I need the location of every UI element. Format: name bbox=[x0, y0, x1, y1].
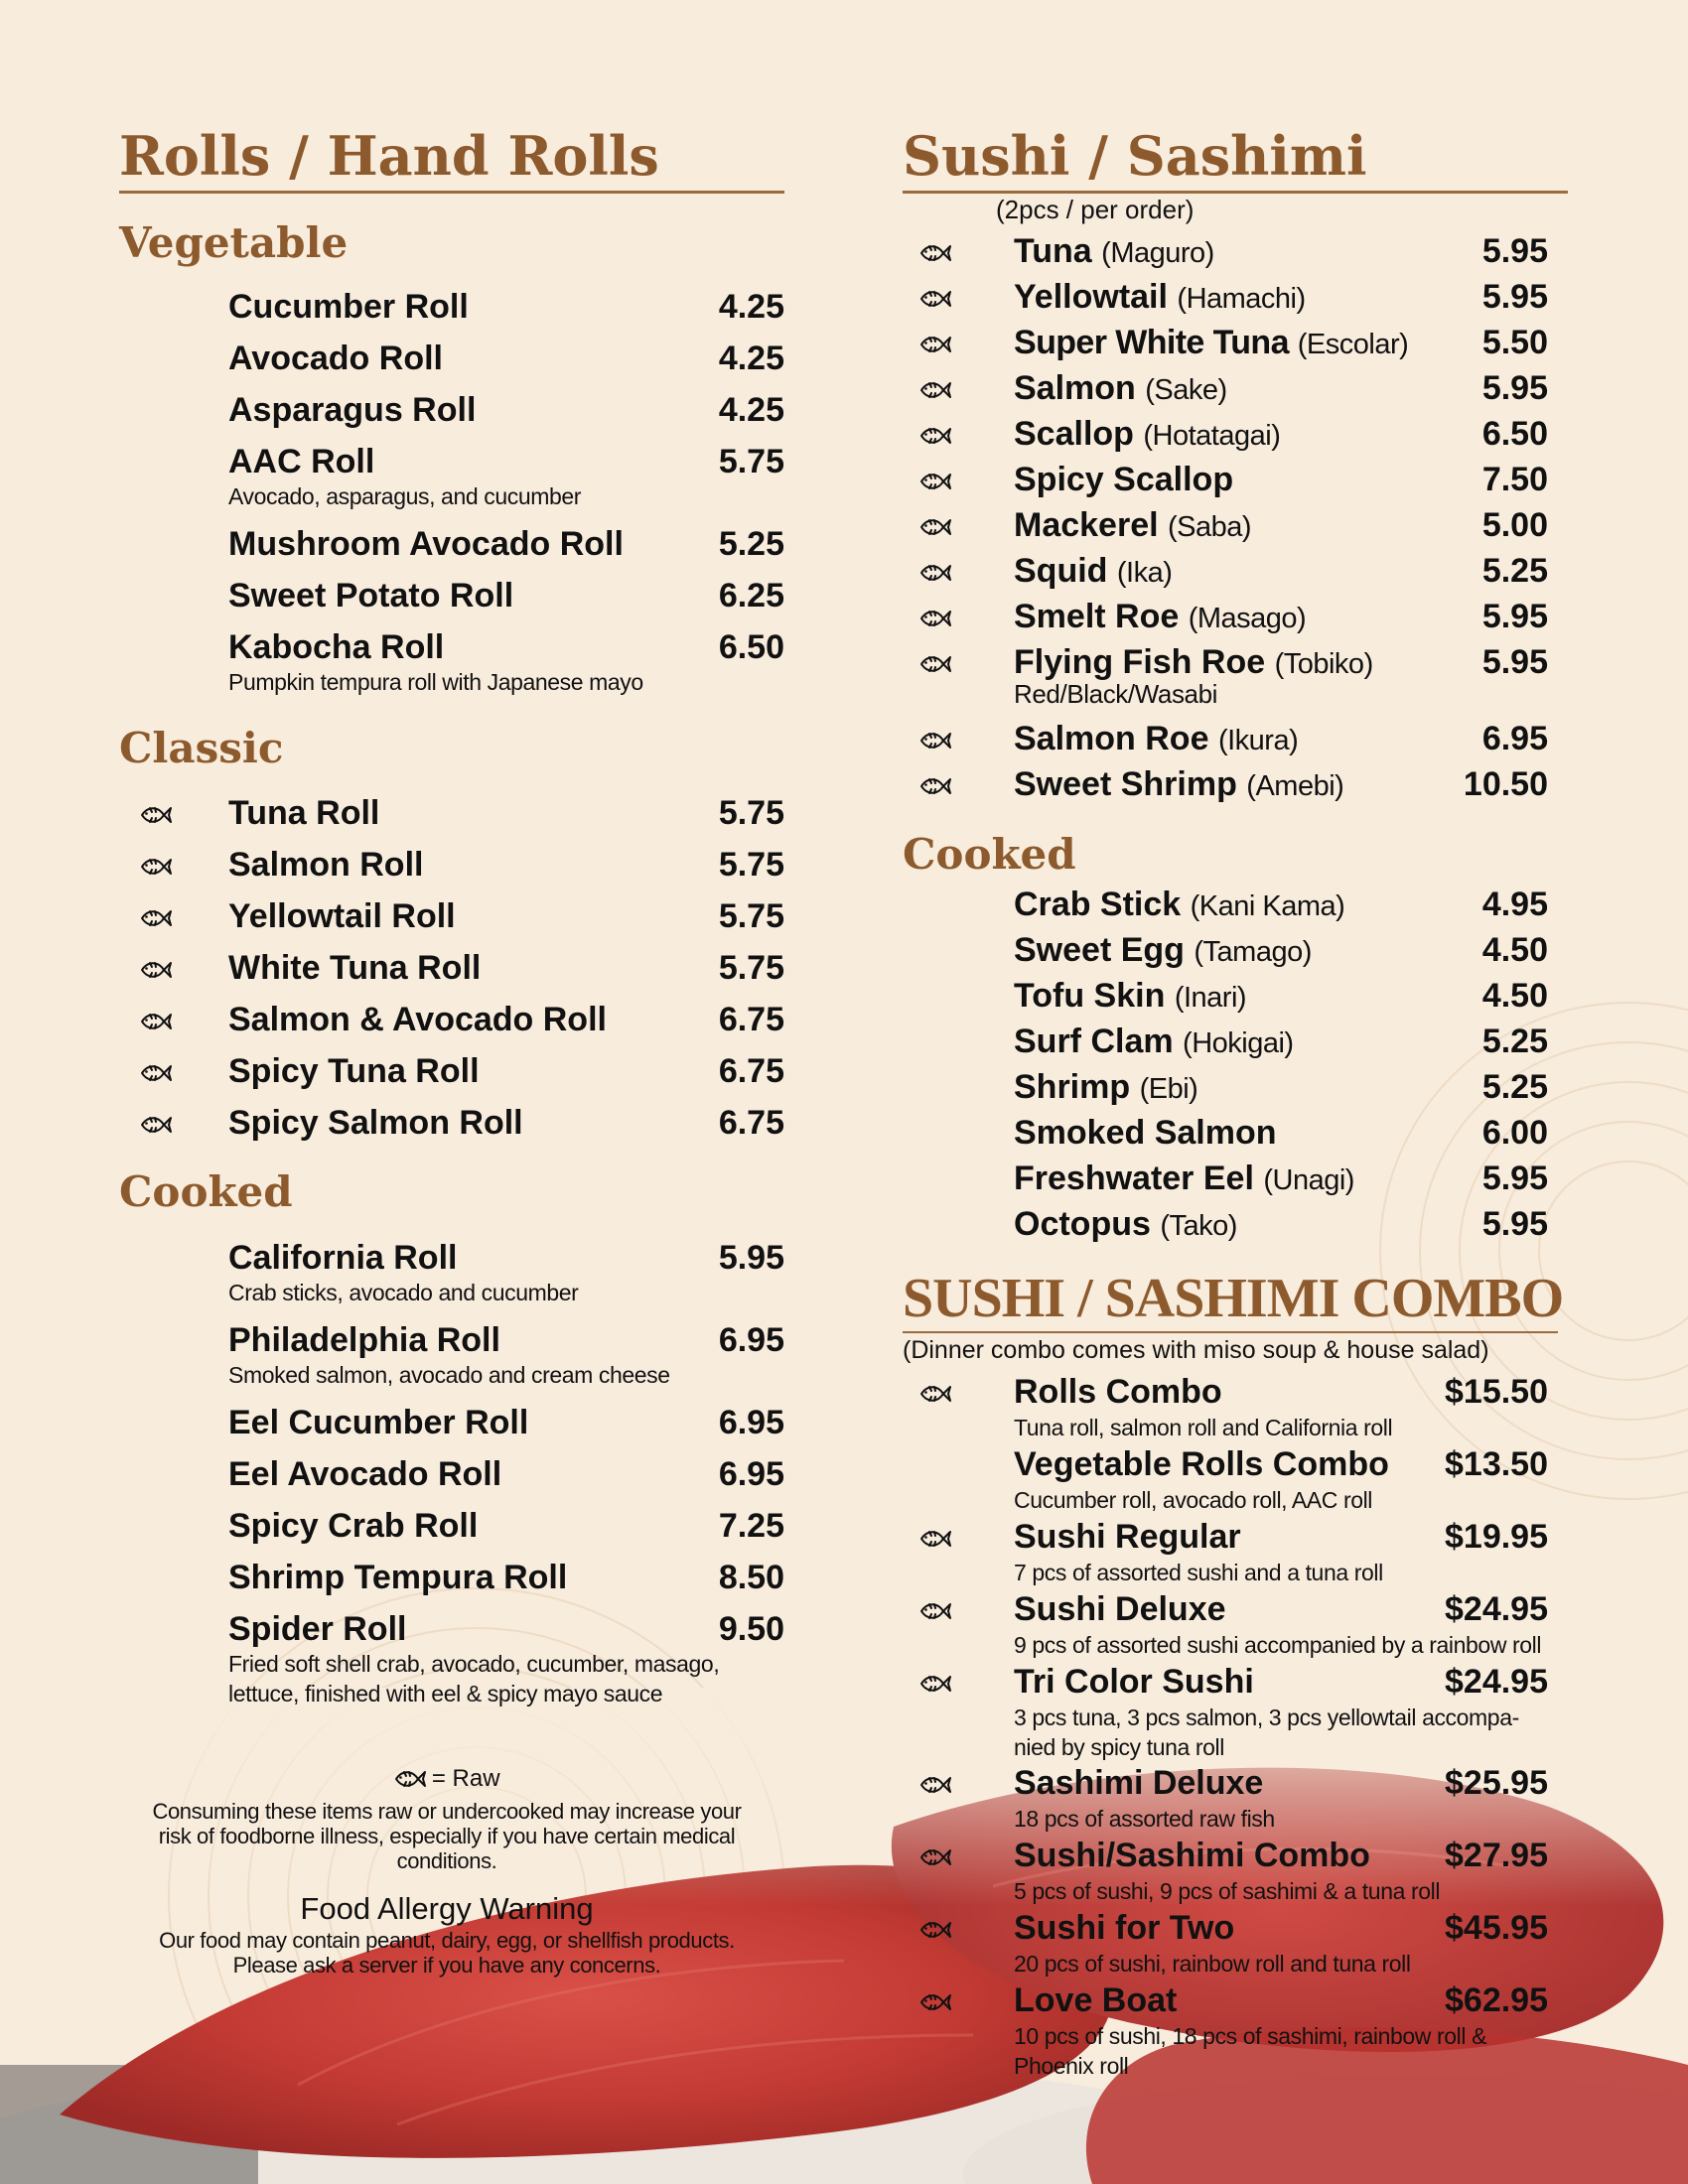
sushi-title-rule bbox=[903, 191, 1568, 194]
combo-title-rule bbox=[903, 1331, 1558, 1333]
item-price: 6.25 bbox=[718, 577, 784, 614]
classic-heading: Classic bbox=[119, 724, 284, 772]
item-description: Tuna roll, salmon roll and California roll bbox=[1014, 1415, 1393, 1440]
item-description: 9 pcs of assorted sushi accompanied by a rainbow roll bbox=[1014, 1632, 1542, 1658]
item-name: Mackerel (Saba) bbox=[1014, 506, 1252, 544]
fish-icon bbox=[918, 728, 952, 753]
rolls-title-rule bbox=[119, 191, 784, 194]
fish-icon bbox=[918, 1989, 952, 2015]
item-description: 20 pcs of sushi, rainbow roll and tuna roll bbox=[1014, 1951, 1411, 1977]
item-price: 5.75 bbox=[718, 949, 784, 987]
fish-icon bbox=[918, 1381, 952, 1407]
item-description: Crab sticks, avocado and cucumber bbox=[228, 1280, 579, 1305]
item-name: Sweet Egg (Tamago) bbox=[1014, 931, 1312, 969]
item-price: 6.50 bbox=[1481, 415, 1548, 453]
fish-icon bbox=[918, 469, 952, 494]
item-price: 5.25 bbox=[1481, 552, 1548, 590]
item-description: Pumpkin tempura roll with Japanese mayo bbox=[228, 669, 643, 695]
item-description: Red/Black/Wasabi bbox=[1014, 679, 1218, 709]
fish-icon bbox=[918, 1917, 952, 1943]
item-name: Sushi Regular bbox=[1014, 1518, 1241, 1556]
fish-icon bbox=[139, 854, 173, 880]
item-price: $15.50 bbox=[1445, 1373, 1548, 1411]
item-description: 10 pcs of sushi, 18 pcs of sashimi, rainbow roll & Phoenix roll bbox=[1014, 2023, 1487, 2079]
item-price: 5.25 bbox=[718, 525, 784, 563]
fish-icon bbox=[918, 1844, 952, 1870]
vegetable-heading: Vegetable bbox=[119, 218, 349, 267]
item-price: 5.75 bbox=[718, 846, 784, 884]
item-description: Avocado, asparagus, and cucumber bbox=[228, 483, 582, 509]
fish-icon bbox=[918, 606, 952, 631]
raw-warning: Consuming these items raw or undercooked may increase your risk of foodborne illness, especially if you have certain medical conditions. bbox=[152, 1799, 742, 1873]
item-price: 6.50 bbox=[718, 628, 784, 666]
item-name: Spider Roll bbox=[228, 1610, 407, 1648]
item-name: Spicy Scallop bbox=[1014, 461, 1234, 498]
allergy-text: Our food may contain peanut, dairy, egg, or shellfish products. Please ask a server if you have any concerns. bbox=[159, 1928, 735, 1978]
item-name: Cucumber Roll bbox=[228, 288, 469, 326]
item-price: 5.25 bbox=[1481, 1023, 1548, 1060]
item-name: Mushroom Avocado Roll bbox=[228, 525, 624, 563]
item-name: Tofu Skin (Inari) bbox=[1014, 977, 1247, 1015]
item-name: Yellowtail Roll bbox=[228, 897, 456, 935]
item-price: 4.50 bbox=[1481, 931, 1548, 969]
item-name: Sushi/Sashimi Combo bbox=[1014, 1837, 1370, 1874]
item-name: Scallop (Hotatagai) bbox=[1014, 415, 1281, 453]
fish-icon bbox=[139, 802, 173, 828]
item-name: Salmon & Avocado Roll bbox=[228, 1001, 607, 1038]
fish-icon bbox=[139, 957, 173, 983]
item-price: $45.95 bbox=[1445, 1909, 1548, 1947]
item-price: $27.95 bbox=[1445, 1837, 1548, 1874]
fish-icon bbox=[139, 905, 173, 931]
sushi-title: Sushi / Sashimi bbox=[903, 124, 1367, 188]
fish-icon bbox=[918, 1598, 952, 1624]
item-price: 5.95 bbox=[718, 1239, 784, 1277]
item-price: 5.75 bbox=[718, 794, 784, 832]
item-price: 6.95 bbox=[1481, 720, 1548, 757]
item-name: Spicy Salmon Roll bbox=[228, 1104, 523, 1142]
item-price: 6.75 bbox=[718, 1104, 784, 1142]
combo-note: (Dinner combo comes with miso soup & house salad) bbox=[903, 1336, 1489, 1364]
item-price: 6.75 bbox=[718, 1052, 784, 1090]
item-name: Philadelphia Roll bbox=[228, 1321, 500, 1359]
item-name: AAC Roll bbox=[228, 443, 375, 480]
allergy-title: Food Allergy Warning bbox=[300, 1891, 594, 1926]
item-name: Smelt Roe (Masago) bbox=[1014, 598, 1307, 635]
item-price: 5.75 bbox=[718, 897, 784, 935]
item-name: Asparagus Roll bbox=[228, 391, 477, 429]
cooked-sushi-heading: Cooked bbox=[903, 830, 1076, 879]
item-name: Salmon Roll bbox=[228, 846, 424, 884]
legend bbox=[149, 1765, 745, 1978]
item-name: Tuna Roll bbox=[228, 794, 380, 832]
item-price: 7.50 bbox=[1481, 461, 1548, 498]
item-price: 5.95 bbox=[1481, 369, 1548, 407]
item-name: Surf Clam (Hokigai) bbox=[1014, 1023, 1294, 1060]
item-price: $13.50 bbox=[1445, 1445, 1548, 1483]
item-name: Squid (Ika) bbox=[1014, 552, 1173, 590]
raw-legend-label: = Raw bbox=[431, 1765, 500, 1792]
item-price: 6.95 bbox=[718, 1455, 784, 1493]
item-price: 5.95 bbox=[1481, 1160, 1548, 1197]
item-name: Smoked Salmon bbox=[1014, 1114, 1277, 1152]
item-price: 9.50 bbox=[718, 1610, 784, 1648]
fish-icon bbox=[918, 423, 952, 449]
item-name: Crab Stick (Kani Kama) bbox=[1014, 886, 1345, 923]
item-price: $19.95 bbox=[1445, 1518, 1548, 1556]
item-name: White Tuna Roll bbox=[228, 949, 482, 987]
item-price: 5.50 bbox=[1481, 324, 1548, 361]
item-price: $24.95 bbox=[1445, 1590, 1548, 1628]
fish-icon bbox=[139, 1060, 173, 1086]
fish-icon bbox=[918, 1772, 952, 1798]
raw-legend bbox=[149, 1765, 745, 1797]
item-name: Sweet Potato Roll bbox=[228, 577, 514, 614]
item-name: Freshwater Eel (Unagi) bbox=[1014, 1160, 1354, 1197]
fish-icon bbox=[139, 1112, 173, 1138]
item-name: Avocado Roll bbox=[228, 340, 443, 377]
item-description: Smoked salmon, avocado and cream cheese bbox=[228, 1362, 670, 1388]
item-name: Shrimp Tempura Roll bbox=[228, 1559, 568, 1596]
item-price: 6.75 bbox=[718, 1001, 784, 1038]
item-price: 4.25 bbox=[718, 391, 784, 429]
item-price: 7.25 bbox=[718, 1507, 784, 1545]
item-price: 5.95 bbox=[1481, 232, 1548, 270]
fish-icon bbox=[918, 1671, 952, 1697]
item-price: 4.50 bbox=[1481, 977, 1548, 1015]
item-name: Spicy Crab Roll bbox=[228, 1507, 479, 1545]
item-price: 4.25 bbox=[718, 340, 784, 377]
item-price: $62.95 bbox=[1445, 1981, 1548, 2019]
item-price: 4.95 bbox=[1481, 886, 1548, 923]
item-description: 7 pcs of assorted sushi and a tuna roll bbox=[1014, 1560, 1383, 1585]
item-price: 10.50 bbox=[1463, 765, 1548, 803]
item-price: 5.95 bbox=[1481, 278, 1548, 316]
item-price: 5.95 bbox=[1481, 1205, 1548, 1243]
item-name: Salmon Roe (Ikura) bbox=[1014, 720, 1299, 757]
item-name: Love Boat bbox=[1014, 1981, 1178, 2019]
combo-title: SUSHI / SASHIMI COMBO bbox=[903, 1268, 1564, 1329]
item-name: Vegetable Rolls Combo bbox=[1014, 1445, 1389, 1483]
item-name: Sweet Shrimp (Amebi) bbox=[1014, 765, 1344, 803]
item-price: 5.95 bbox=[1481, 643, 1548, 681]
item-description: 18 pcs of assorted raw fish bbox=[1014, 1806, 1275, 1832]
item-name: Salmon (Sake) bbox=[1014, 369, 1227, 407]
item-price: 5.00 bbox=[1481, 506, 1548, 544]
fish-icon bbox=[139, 1009, 173, 1034]
item-name: Tri Color Sushi bbox=[1014, 1663, 1254, 1701]
fish-icon bbox=[918, 560, 952, 586]
item-name: California Roll bbox=[228, 1239, 458, 1277]
item-price: 5.95 bbox=[1481, 598, 1548, 635]
rolls-title: Rolls / Hand Rolls bbox=[119, 124, 659, 188]
fish-icon bbox=[918, 651, 952, 677]
item-name: Eel Avocado Roll bbox=[228, 1455, 502, 1493]
fish-icon bbox=[393, 1766, 427, 1792]
item-name: Sushi for Two bbox=[1014, 1909, 1235, 1947]
order-note: (2pcs / per order) bbox=[996, 195, 1195, 224]
item-name: Flying Fish Roe (Tobiko) bbox=[1014, 643, 1373, 681]
fish-icon bbox=[918, 332, 952, 357]
fish-icon bbox=[918, 286, 952, 312]
fish-icon bbox=[918, 773, 952, 799]
item-description: 3 pcs tuna, 3 pcs salmon, 3 pcs yellowtail accompa-nied by spicy tuna roll bbox=[1014, 1705, 1519, 1760]
fish-icon bbox=[918, 1526, 952, 1552]
item-name: Rolls Combo bbox=[1014, 1373, 1222, 1411]
item-description: Fried soft shell crab, avocado, cucumber, masago, lettuce, finished with eel & spicy mayo sauce bbox=[228, 1651, 720, 1706]
item-name: Shrimp (Ebi) bbox=[1014, 1068, 1198, 1106]
item-price: 5.25 bbox=[1481, 1068, 1548, 1106]
item-price: 4.25 bbox=[718, 288, 784, 326]
cooked-rolls-heading: Cooked bbox=[119, 1167, 293, 1216]
item-price: 6.95 bbox=[718, 1404, 784, 1441]
item-price: $25.95 bbox=[1445, 1764, 1548, 1802]
item-price: 5.75 bbox=[718, 443, 784, 480]
item-name: Tuna (Maguro) bbox=[1014, 232, 1214, 270]
item-price: 6.95 bbox=[718, 1321, 784, 1359]
item-description: Cucumber roll, avocado roll, AAC roll bbox=[1014, 1487, 1373, 1513]
fish-icon bbox=[918, 514, 952, 540]
item-price: $24.95 bbox=[1445, 1663, 1548, 1701]
item-name: Eel Cucumber Roll bbox=[228, 1404, 529, 1441]
item-name: Yellowtail (Hamachi) bbox=[1014, 278, 1306, 316]
item-name: Super White Tuna (Escolar) bbox=[1014, 324, 1409, 361]
item-name: Octopus (Tako) bbox=[1014, 1205, 1237, 1243]
item-description: 5 pcs of sushi, 9 pcs of sashimi & a tuna roll bbox=[1014, 1878, 1441, 1904]
fish-icon bbox=[918, 377, 952, 403]
item-price: 6.00 bbox=[1481, 1114, 1548, 1152]
item-name: Spicy Tuna Roll bbox=[228, 1052, 480, 1090]
item-name: Sushi Deluxe bbox=[1014, 1590, 1226, 1628]
item-price: 8.50 bbox=[718, 1559, 784, 1596]
item-name: Kabocha Roll bbox=[228, 628, 445, 666]
item-name: Sashimi Deluxe bbox=[1014, 1764, 1264, 1802]
fish-icon bbox=[918, 240, 952, 266]
